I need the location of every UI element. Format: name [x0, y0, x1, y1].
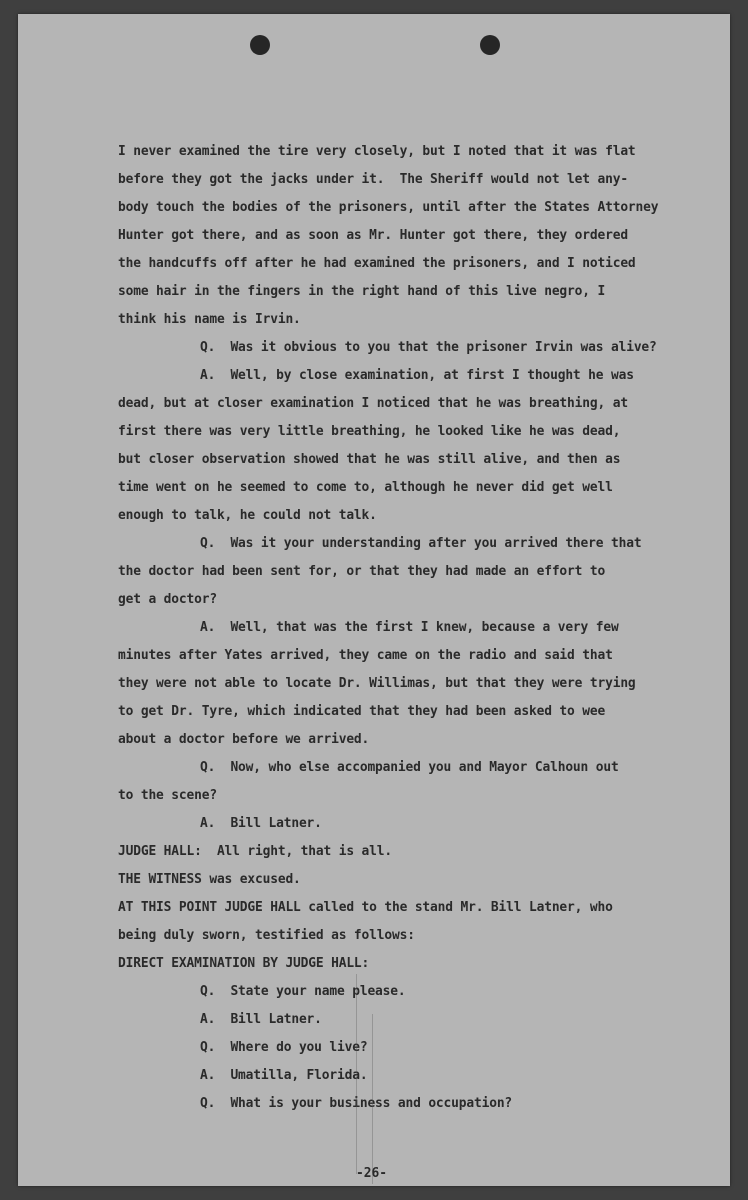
text-line: THE WITNESS was excused. — [118, 872, 301, 887]
text-line: they were not able to locate Dr. Willimas, but that they were trying — [118, 676, 636, 691]
question-line: Q. Now, who else accompanied you and Mayor Calhoun out — [200, 760, 619, 775]
text-line: I never examined the tire very closely, but I noted that it was flat — [118, 144, 636, 159]
text-line: dead, but at closer examination I noticed that he was breathing, at — [118, 396, 628, 411]
text-line: Hunter got there, and as soon as Mr. Hunter got there, they ordered — [118, 228, 628, 243]
answer-line: A. Umatilla, Florida. — [200, 1068, 368, 1083]
text-line: some hair in the fingers in the right hand of this live negro, I — [118, 284, 606, 299]
answer-line: A. Bill Latner. — [200, 1012, 322, 1027]
text-line: the handcuffs off after he had examined the prisoners, and I noticed — [118, 256, 636, 271]
question-line: Q. Was it obvious to you that the prisoner Irvin was alive? — [200, 340, 657, 355]
question-line: Q. What is your business and occupation? — [200, 1096, 513, 1111]
answer-line: A. Bill Latner. — [200, 816, 322, 831]
document-page — [18, 14, 730, 1186]
text-line: time went on he seemed to come to, although he never did get well — [118, 480, 613, 495]
page-number: -26- — [356, 1166, 388, 1181]
question-line: Q. Where do you live? — [200, 1040, 368, 1055]
paper-crease — [372, 1014, 373, 1184]
text-line: but closer observation showed that he was still alive, and then as — [118, 452, 621, 467]
text-line: to get Dr. Tyre, which indicated that they had been asked to wee — [118, 704, 606, 719]
answer-line: A. Well, that was the first I knew, because a very few — [200, 620, 619, 635]
text-line: about a doctor before we arrived. — [118, 732, 370, 747]
text-line: AT THIS POINT JUDGE HALL called to the stand Mr. Bill Latner, who — [118, 900, 613, 915]
text-line: body touch the bodies of the prisoners, until after the States Attorney — [118, 200, 659, 215]
section-heading: DIRECT EXAMINATION BY JUDGE HALL: — [118, 956, 370, 971]
question-line: Q. State your name please. — [200, 984, 406, 999]
text-line: first there was very little breathing, he looked like he was dead, — [118, 424, 621, 439]
punch-hole — [480, 35, 500, 55]
text-line: JUDGE HALL: All right, that is all. — [118, 844, 392, 859]
question-line: Q. Was it your understanding after you arrived there that — [200, 536, 642, 551]
punch-hole — [250, 35, 270, 55]
text-line: enough to talk, he could not talk. — [118, 508, 377, 523]
text-line: to the scene? — [118, 788, 217, 803]
answer-line: A. Well, by close examination, at first I thought he was — [200, 368, 634, 383]
text-line: the doctor had been sent for, or that they had made an effort to — [118, 564, 606, 579]
text-line: minutes after Yates arrived, they came on the radio and said that — [118, 648, 613, 663]
text-line: think his name is Irvin. — [118, 312, 301, 327]
text-line: being duly sworn, testified as follows: — [118, 928, 415, 943]
text-line: get a doctor? — [118, 592, 217, 607]
paper-crease — [356, 974, 357, 1174]
text-line: before they got the jacks under it. The Sheriff would not let any- — [118, 172, 628, 187]
